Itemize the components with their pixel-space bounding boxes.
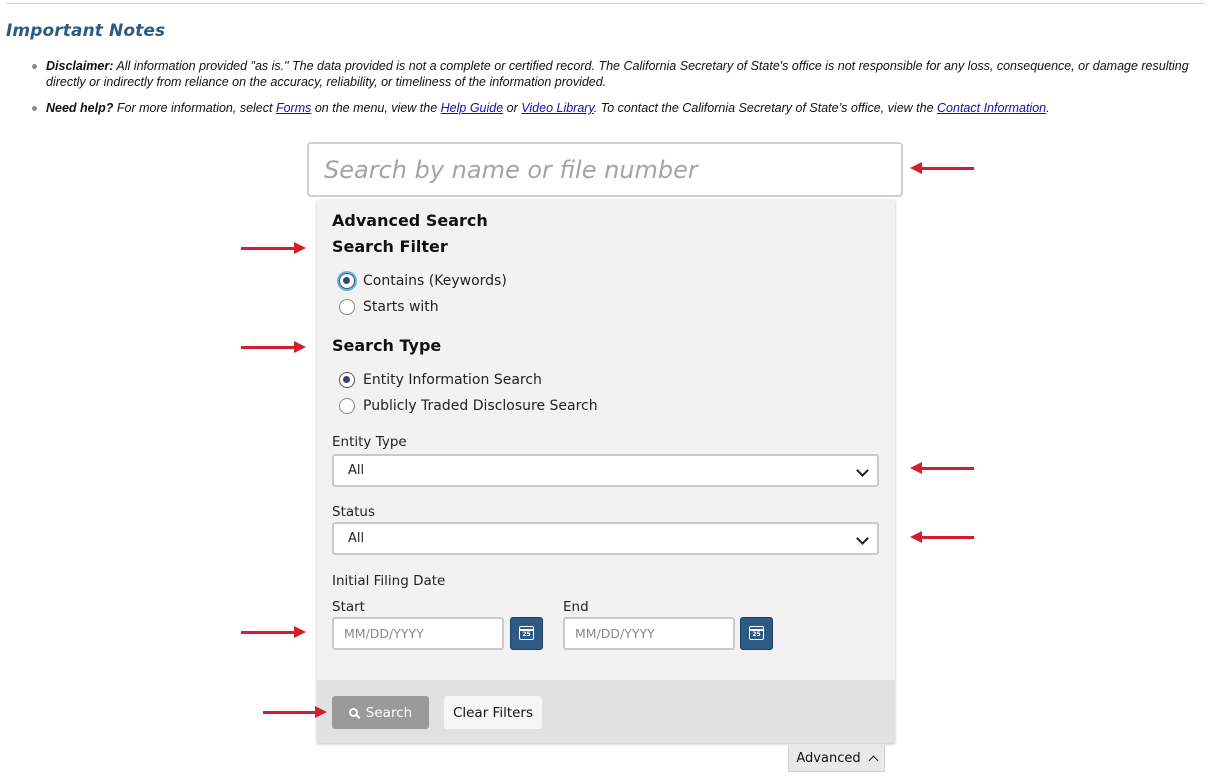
search-button-label: Search [365, 704, 413, 721]
annotation-arrow-right-icon [241, 241, 306, 255]
search-filter-heading: Search Filter [332, 237, 448, 256]
radio-entity-information-search[interactable] [339, 372, 542, 388]
contact-information-link[interactable]: Contact Information [937, 101, 1047, 115]
radio-label: Starts with [363, 299, 439, 315]
radio-starts-with[interactable] [339, 299, 439, 315]
radio-label: Entity Information Search [363, 372, 542, 388]
chevron-down-icon [856, 464, 869, 477]
status-value: All [348, 531, 365, 546]
end-date-placeholder: MM/DD/YYYY [575, 626, 655, 641]
help-text-3: or [506, 101, 518, 115]
help-text-4: . To contact the California Secretary of State’s office, view the [593, 101, 934, 115]
advanced-search-heading: Advanced Search [332, 211, 488, 230]
start-date-placeholder: MM/DD/YYYY [344, 626, 424, 641]
important-notes-title: Important Notes [6, 21, 166, 41]
radio-contains-keywords[interactable] [339, 273, 507, 289]
radio-dot-icon [339, 299, 355, 315]
annotation-arrow-left-icon [910, 530, 974, 544]
chevron-up-icon [868, 755, 878, 765]
help-text-1: For more information, select [116, 101, 273, 115]
help-note [28, 100, 1206, 116]
calendar-icon: 25 [519, 626, 534, 640]
clear-filters-button[interactable]: Clear Filters [444, 696, 542, 729]
chevron-down-icon [856, 532, 869, 545]
annotation-arrow-left-icon [910, 461, 974, 475]
disclaimer-note [28, 58, 1206, 90]
annotation-arrow-left-icon [910, 161, 974, 175]
start-date-input[interactable] [332, 617, 504, 650]
help-text-5: . [1046, 101, 1050, 115]
search-box [307, 142, 903, 197]
search-type-heading: Search Type [332, 336, 442, 355]
end-date-input[interactable] [563, 617, 735, 650]
status-select[interactable] [332, 522, 879, 555]
annotation-arrow-right-icon [241, 625, 306, 639]
calendar-icon: 25 [749, 626, 764, 640]
advanced-search-panel [317, 200, 895, 743]
annotation-arrow-right-icon [241, 340, 306, 354]
entity-type-label: Entity Type [332, 434, 407, 450]
disclaimer-text: All information provided "as is." The data provided is not a complete or certified record. The California Secretary of State's office is not responsible for any loss, consequence, or damage resulting directly or indirectly from reliance on the accuracy, reliability, or timeliness of the information provided. [46, 59, 1189, 89]
entity-type-value: All [348, 463, 365, 478]
search-button[interactable] [332, 696, 429, 729]
top-divider [6, 3, 1205, 4]
start-date-calendar-button[interactable] [510, 617, 543, 650]
help-guide-link[interactable]: Help Guide [440, 101, 504, 115]
radio-publicly-traded-disclosure-search[interactable] [339, 398, 598, 414]
radio-label: Contains (Keywords) [363, 273, 507, 289]
radio-label: Publicly Traded Disclosure Search [363, 398, 598, 414]
end-date-label: End [563, 599, 589, 615]
start-date-label: Start [332, 599, 365, 615]
radio-dot-icon [339, 273, 355, 289]
entity-type-select[interactable] [332, 454, 879, 487]
forms-link[interactable]: Forms [275, 101, 312, 115]
status-label: Status [332, 504, 376, 520]
search-input[interactable] [309, 144, 901, 195]
video-library-link[interactable]: Video Library [521, 101, 594, 115]
disclaimer-label: Disclaimer: [46, 59, 114, 73]
radio-dot-icon [339, 398, 355, 414]
advanced-toggle-button[interactable] [788, 745, 885, 772]
annotation-arrow-right-icon [263, 705, 327, 719]
end-date-calendar-button[interactable] [740, 617, 773, 650]
help-text-2: on the menu, view the [314, 101, 438, 115]
advanced-toggle-label: Advanced [796, 750, 861, 766]
initial-filing-date-label: Initial Filing Date [332, 573, 446, 589]
help-label: Need help? [46, 101, 114, 115]
search-icon [349, 708, 358, 717]
radio-dot-icon [339, 372, 355, 388]
notes-list [28, 58, 1206, 126]
